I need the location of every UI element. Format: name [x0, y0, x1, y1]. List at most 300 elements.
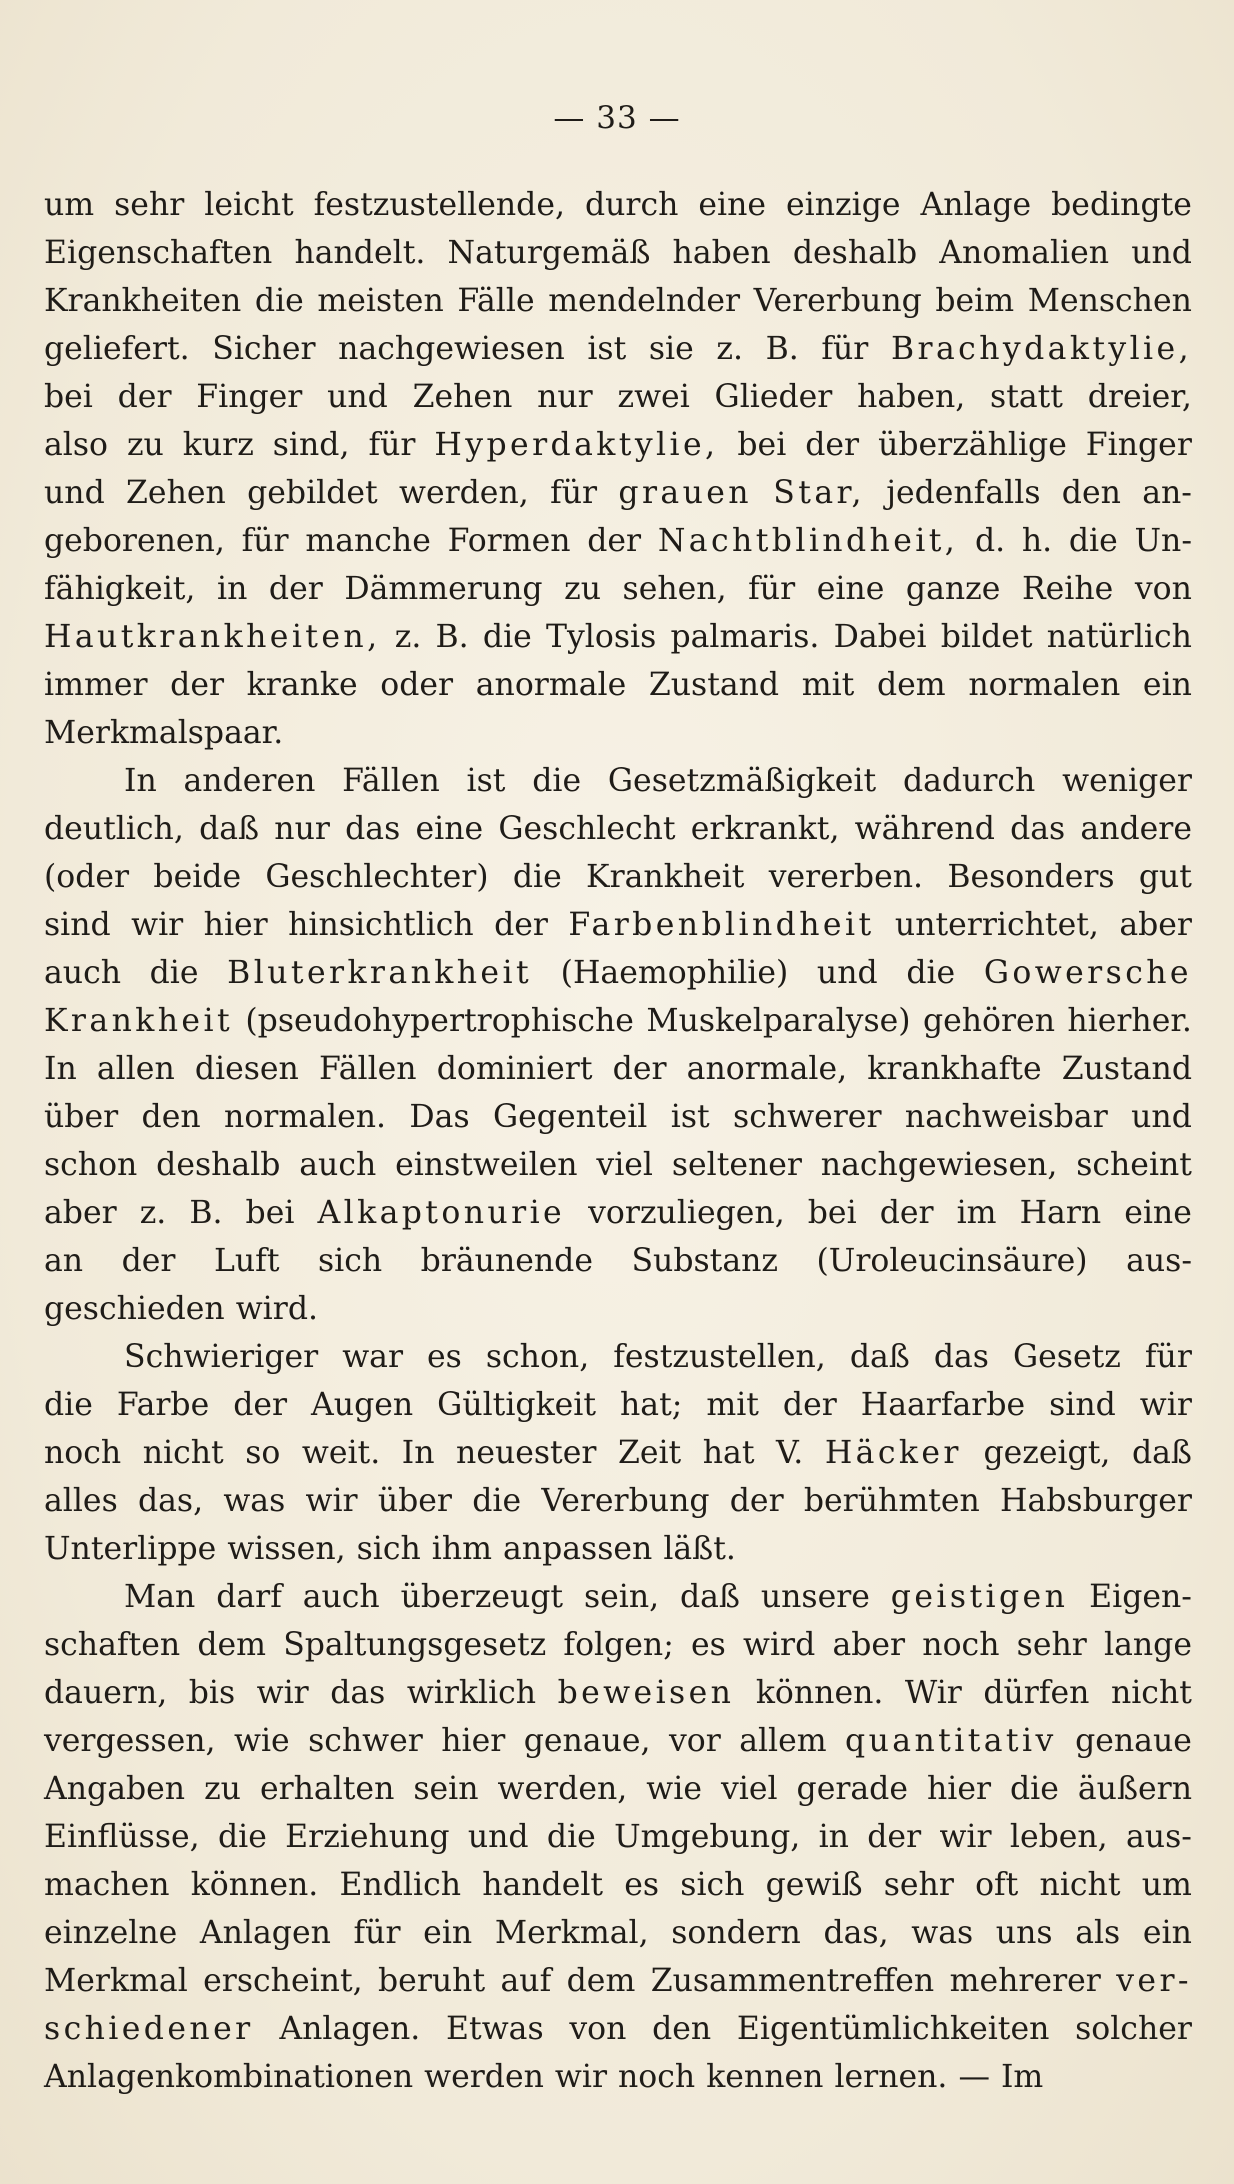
- text-line: [44, 1141, 1192, 1189]
- word: Naturgemäß: [447, 235, 651, 271]
- word: geschieden: [44, 1291, 225, 1327]
- word: Wir: [904, 1675, 962, 1711]
- word: scheint: [1076, 1147, 1192, 1183]
- word: Substanz: [631, 1243, 778, 1279]
- word: oft: [975, 1867, 1019, 1903]
- word: oder: [380, 667, 454, 703]
- word: Unterlippe: [44, 1531, 217, 1567]
- text-line: [44, 805, 1192, 853]
- text-line: [44, 661, 1192, 709]
- text-line: [44, 1861, 1192, 1909]
- word: einzige: [786, 187, 901, 223]
- word: Merkmal: [44, 1963, 188, 1999]
- word: nicht: [1039, 1867, 1121, 1903]
- text-line: [44, 709, 1192, 757]
- word: folgen;: [563, 1627, 674, 1663]
- word: gehören: [922, 1003, 1055, 1039]
- word: weit.: [301, 1435, 381, 1471]
- word: sind: [44, 907, 111, 943]
- word: das,: [823, 1915, 889, 1951]
- word: bräunende: [420, 1243, 593, 1279]
- text-line: [44, 1669, 1192, 1717]
- word: geborenen,: [44, 523, 225, 559]
- word: für: [550, 475, 598, 511]
- word: wirklich: [406, 1675, 537, 1711]
- word: aber: [832, 1627, 906, 1663]
- paragraph: [44, 181, 1192, 757]
- word: Etwas: [446, 2011, 544, 2047]
- word: In: [124, 763, 157, 799]
- word: hinsichtlich: [288, 907, 474, 943]
- word: handelt.: [294, 235, 426, 271]
- word: über: [377, 1483, 452, 1519]
- word: sich: [680, 1867, 745, 1903]
- word: seltener: [671, 1147, 802, 1183]
- word: sehen,: [622, 571, 727, 607]
- word: der: [805, 427, 860, 463]
- word: andere: [1080, 811, 1192, 847]
- word: aus-: [1126, 1243, 1192, 1279]
- word: es: [624, 1867, 660, 1903]
- word: Krankheit: [44, 1003, 234, 1039]
- word: beruht: [378, 1963, 486, 1999]
- word: gerade: [796, 1771, 908, 1807]
- word: gebildet: [247, 475, 378, 511]
- word: der: [233, 1387, 288, 1423]
- word: wie: [233, 1723, 290, 1759]
- word: sehr: [114, 187, 185, 223]
- word: genaue: [1075, 1723, 1192, 1759]
- word: vergessen,: [44, 1723, 216, 1759]
- word: hier: [926, 1771, 992, 1807]
- word: aber: [44, 1195, 117, 1231]
- word: Zustand: [1061, 1051, 1192, 1087]
- word: Vererbung: [753, 283, 922, 319]
- word: dreier,: [1087, 379, 1192, 415]
- word: mendelnder: [548, 283, 741, 319]
- word: eine: [1124, 1195, 1192, 1231]
- word: die: [217, 1819, 267, 1855]
- word: z.: [139, 1195, 167, 1231]
- word: sein: [413, 1771, 479, 1807]
- word: für: [368, 427, 416, 463]
- word: Zehen: [412, 379, 513, 415]
- word: und: [1131, 235, 1192, 271]
- word: eine: [816, 571, 885, 607]
- word: auch: [44, 955, 121, 991]
- word: nicht: [1110, 1675, 1192, 1711]
- word: normalen: [968, 667, 1121, 703]
- word: Spaltungsgesetz: [283, 1627, 547, 1663]
- word: der: [587, 523, 642, 559]
- text-line: [44, 517, 1192, 565]
- word: erhalten: [259, 1771, 395, 1807]
- word: B.: [189, 1195, 223, 1231]
- word: weniger: [1062, 763, 1192, 799]
- word: neuester: [456, 1435, 597, 1471]
- word: die: [512, 859, 562, 895]
- word: dem: [197, 1627, 266, 1663]
- word: über: [44, 1099, 119, 1135]
- word: krankhafte: [867, 1051, 1042, 1087]
- word: schon,: [485, 1339, 590, 1375]
- word: Gowersche: [983, 955, 1192, 991]
- word: der: [170, 667, 225, 703]
- word: Häcker: [824, 1435, 962, 1471]
- word: auch: [299, 1147, 377, 1183]
- word: h.: [1021, 523, 1053, 559]
- word: für: [1144, 1339, 1192, 1375]
- word: nachweisbar: [904, 1099, 1108, 1135]
- text-line: [44, 997, 1192, 1045]
- word: der: [268, 571, 323, 607]
- word: Im: [1000, 2059, 1044, 2095]
- word: daß: [849, 1339, 910, 1375]
- word: Zeit: [617, 1435, 682, 1471]
- word: —: [958, 2059, 990, 2095]
- word: der: [121, 1243, 176, 1279]
- word: Zehen: [126, 475, 226, 511]
- word: kennen: [706, 2059, 824, 2095]
- word: Erziehung: [285, 1819, 450, 1855]
- word: war: [342, 1339, 404, 1375]
- word: diesen: [194, 1051, 299, 1087]
- word: hier: [441, 1723, 506, 1759]
- word: Muskelparalyse): [646, 1003, 911, 1039]
- word: jedenfalls: [886, 475, 1041, 511]
- word: festzustellende,: [313, 187, 565, 223]
- word: Reihe: [1021, 571, 1114, 607]
- word: Dämmerung: [344, 571, 543, 607]
- text-line: [44, 1093, 1192, 1141]
- word: Farbe: [116, 1387, 210, 1423]
- word: Star,: [773, 475, 865, 511]
- word: bis: [188, 1675, 236, 1711]
- word: deshalb: [156, 1147, 281, 1183]
- word: z.: [716, 331, 743, 367]
- word: Man: [124, 1579, 196, 1615]
- word: die: [906, 955, 956, 991]
- word: für: [748, 571, 796, 607]
- word: läßt.: [663, 1531, 736, 1567]
- word: werden,: [398, 475, 529, 511]
- text-line: [44, 421, 1192, 469]
- word: hier: [203, 907, 268, 943]
- word: Anlagen.: [279, 2011, 421, 2047]
- text-line: [44, 1621, 1192, 1669]
- word: dauern,: [44, 1675, 168, 1711]
- word: zu: [204, 1771, 241, 1807]
- text-line: [44, 1429, 1192, 1477]
- word: leicht: [204, 187, 294, 223]
- word: bei: [807, 1195, 857, 1231]
- word: wir: [939, 1819, 992, 1855]
- word: der: [879, 1195, 934, 1231]
- word: ein: [1142, 1915, 1192, 1951]
- word: für: [241, 523, 289, 559]
- word: Krankheiten: [44, 283, 242, 319]
- word: Fällen: [319, 1051, 417, 1087]
- page-number: — 33 —: [553, 100, 681, 136]
- word: Finger: [1085, 427, 1192, 463]
- word: sondern: [671, 1915, 801, 1951]
- word: unsere: [760, 1579, 870, 1615]
- word: bedingte: [1051, 187, 1192, 223]
- text-line: [44, 1813, 1192, 1861]
- word: mit: [801, 667, 855, 703]
- word: die: [149, 955, 199, 991]
- word: für: [821, 331, 869, 367]
- word: normalen.: [224, 1099, 387, 1135]
- word: Brachydaktylie,: [890, 331, 1192, 367]
- word: beim: [935, 283, 1015, 319]
- word: und: [1131, 1099, 1192, 1135]
- word: Menschen: [1027, 283, 1192, 319]
- word: Gesetzmäßigkeit: [607, 763, 877, 799]
- word: also: [44, 427, 108, 463]
- word: von: [569, 2011, 627, 2047]
- body-text: [44, 181, 1192, 2101]
- word: deutlich,: [44, 811, 184, 847]
- text-line: [44, 1573, 1192, 1621]
- word: noch: [618, 2059, 696, 2095]
- word: Bluterkrankheit: [227, 955, 533, 991]
- word: und: [44, 475, 105, 511]
- word: festzustellen,: [613, 1339, 826, 1375]
- text-line: [44, 565, 1192, 613]
- text-line: [44, 1237, 1192, 1285]
- word: während: [854, 811, 995, 847]
- word: alles: [44, 1483, 118, 1519]
- word: sind,: [272, 427, 350, 463]
- word: durch: [584, 187, 679, 223]
- word: Nachtblindheit,: [657, 523, 959, 559]
- word: erkrankt,: [690, 811, 840, 847]
- text-line: [44, 1381, 1192, 1429]
- word: deshalb: [792, 235, 918, 271]
- word: Sicher: [212, 331, 316, 367]
- word: Anlagenkombinationen: [44, 2059, 414, 2095]
- word: daß: [679, 1579, 740, 1615]
- word: was: [223, 1483, 286, 1519]
- word: wir: [131, 907, 184, 943]
- text-line: [44, 469, 1192, 517]
- word: nachgewiesen: [338, 331, 565, 367]
- word: zwei: [617, 379, 690, 415]
- word: anormale,: [686, 1051, 848, 1087]
- text-line: [44, 373, 1192, 421]
- word: und: [467, 1819, 529, 1855]
- word: Einflüsse,: [44, 1819, 200, 1855]
- word: Augen: [311, 1387, 414, 1423]
- word: haben: [672, 235, 771, 271]
- word: manche: [305, 523, 431, 559]
- text-line: [44, 181, 1192, 229]
- word: für: [353, 1915, 401, 1951]
- word: Hyperdaktylie,: [434, 427, 719, 463]
- word: B.: [765, 331, 799, 367]
- word: (oder: [44, 859, 130, 895]
- word: sie: [648, 331, 694, 367]
- word: sehr: [883, 1867, 954, 1903]
- word: einzelne: [44, 1915, 178, 1951]
- word: schiedener: [44, 2011, 254, 2047]
- word: immer: [44, 667, 148, 703]
- word: ein: [1142, 667, 1192, 703]
- word: gewiß: [765, 1867, 863, 1903]
- word: Gesetz: [1012, 1339, 1121, 1375]
- word: uns: [995, 1915, 1053, 1951]
- word: nachgewiesen,: [820, 1147, 1058, 1183]
- word: mehrerer: [949, 1963, 1101, 1999]
- word: anpassen: [503, 1531, 653, 1567]
- word: berühmten: [803, 1483, 980, 1519]
- word: V.: [776, 1435, 804, 1471]
- word: kranke: [246, 667, 358, 703]
- word: gezeigt,: [983, 1435, 1111, 1471]
- word: daß: [1131, 1435, 1192, 1471]
- word: nur: [537, 379, 593, 415]
- text-line: [44, 1717, 1192, 1765]
- text-line: [44, 1477, 1192, 1525]
- word: quantitativ: [845, 1723, 1057, 1759]
- word: der: [729, 1483, 784, 1519]
- word: hat: [702, 1435, 755, 1471]
- word: hierher.: [1067, 1003, 1192, 1039]
- word: der: [494, 907, 548, 943]
- text-line: [44, 1189, 1192, 1237]
- word: natürlich: [1046, 619, 1192, 655]
- word: und: [816, 955, 878, 991]
- word: bei: [44, 379, 93, 415]
- paragraph: [44, 1573, 1192, 2101]
- word: werden,: [497, 1771, 628, 1807]
- text-line: [44, 229, 1192, 277]
- word: machen: [44, 1867, 170, 1903]
- word: die: [254, 283, 304, 319]
- word: eine: [698, 187, 767, 223]
- word: und: [327, 379, 388, 415]
- word: Angaben: [44, 1771, 186, 1807]
- word: dem: [876, 667, 946, 703]
- text-line: [44, 1957, 1192, 2005]
- word: meisten: [317, 283, 444, 319]
- word: (pseudohypertrophische: [245, 1003, 634, 1039]
- word: sein,: [583, 1579, 660, 1615]
- word: dadurch: [902, 763, 1036, 799]
- word: im: [956, 1195, 997, 1231]
- word: an-: [1142, 475, 1192, 511]
- word: dürfen: [983, 1675, 1090, 1711]
- word: palmaris.: [670, 619, 820, 655]
- text-line: [44, 949, 1192, 997]
- paragraph: [44, 1333, 1192, 1573]
- word: vorzuliegen,: [588, 1195, 785, 1231]
- text-line: [44, 2053, 1192, 2101]
- word: lernen.: [834, 2059, 948, 2095]
- word: statt: [990, 379, 1063, 415]
- word: der: [782, 1387, 837, 1423]
- word: fähigkeit,: [44, 571, 196, 607]
- word: wird: [743, 1627, 816, 1663]
- word: so: [245, 1435, 281, 1471]
- word: das,: [137, 1483, 204, 1519]
- text-line: [44, 1045, 1192, 1093]
- word: ihm: [431, 1531, 493, 1567]
- word: Eigen-: [1089, 1579, 1192, 1615]
- word: überzählige: [878, 427, 1067, 463]
- text-line: [44, 1333, 1192, 1381]
- word: Merkmal,: [494, 1915, 649, 1951]
- word: können.: [190, 1867, 319, 1903]
- word: bildet: [940, 619, 1033, 655]
- word: an: [44, 1243, 84, 1279]
- word: zu: [126, 427, 164, 463]
- word: ver-: [1116, 1963, 1192, 1999]
- word: sich: [317, 1243, 383, 1279]
- word: um: [44, 187, 95, 223]
- word: handelt: [482, 1867, 604, 1903]
- word: sehr: [1016, 1627, 1087, 1663]
- word: grauen: [618, 475, 752, 511]
- word: sich: [356, 1531, 421, 1567]
- word: das: [345, 811, 401, 847]
- word: dem: [566, 1963, 636, 1999]
- word: Gültigkeit: [437, 1387, 597, 1423]
- word: die: [1068, 523, 1118, 559]
- text-line: [44, 1909, 1192, 1957]
- word: Dabei: [833, 619, 927, 655]
- word: überzeugt: [400, 1579, 564, 1615]
- word: erscheint,: [203, 1963, 363, 1999]
- word: als: [1075, 1915, 1121, 1951]
- word: werden: [424, 2059, 544, 2095]
- word: anormale: [475, 667, 627, 703]
- word: aus-: [1126, 1819, 1192, 1855]
- word: ist: [466, 763, 506, 799]
- word: die: [472, 1483, 522, 1519]
- word: Habsburger: [1000, 1483, 1192, 1519]
- word: wissen,: [227, 1531, 346, 1567]
- word: z.: [394, 619, 422, 655]
- word: Schwieriger: [124, 1339, 319, 1375]
- word: die: [532, 763, 582, 799]
- text-line: [44, 2005, 1192, 2053]
- word: es: [691, 1627, 726, 1663]
- word: auch: [302, 1579, 380, 1615]
- word: Glieder: [714, 379, 833, 415]
- word: in: [217, 571, 248, 607]
- word: sind: [1049, 1387, 1116, 1423]
- word: geistigen: [890, 1579, 1069, 1615]
- word: von: [1134, 571, 1192, 607]
- text-line: [44, 325, 1192, 373]
- word: Farbenblindheit: [568, 907, 875, 943]
- word: wir: [1139, 1387, 1192, 1423]
- word: Endlich: [339, 1867, 461, 1903]
- word: wie: [646, 1771, 702, 1807]
- word: Luft: [213, 1243, 280, 1279]
- word: schaften: [44, 1627, 181, 1663]
- word: noch: [44, 1435, 122, 1471]
- word: Umgebung,: [614, 1819, 801, 1855]
- word: haben,: [857, 379, 966, 415]
- word: kurz: [182, 427, 254, 463]
- word: der: [867, 1819, 922, 1855]
- word: beweisen: [557, 1675, 735, 1711]
- word: Harn: [1019, 1195, 1102, 1231]
- text-line: [44, 277, 1192, 325]
